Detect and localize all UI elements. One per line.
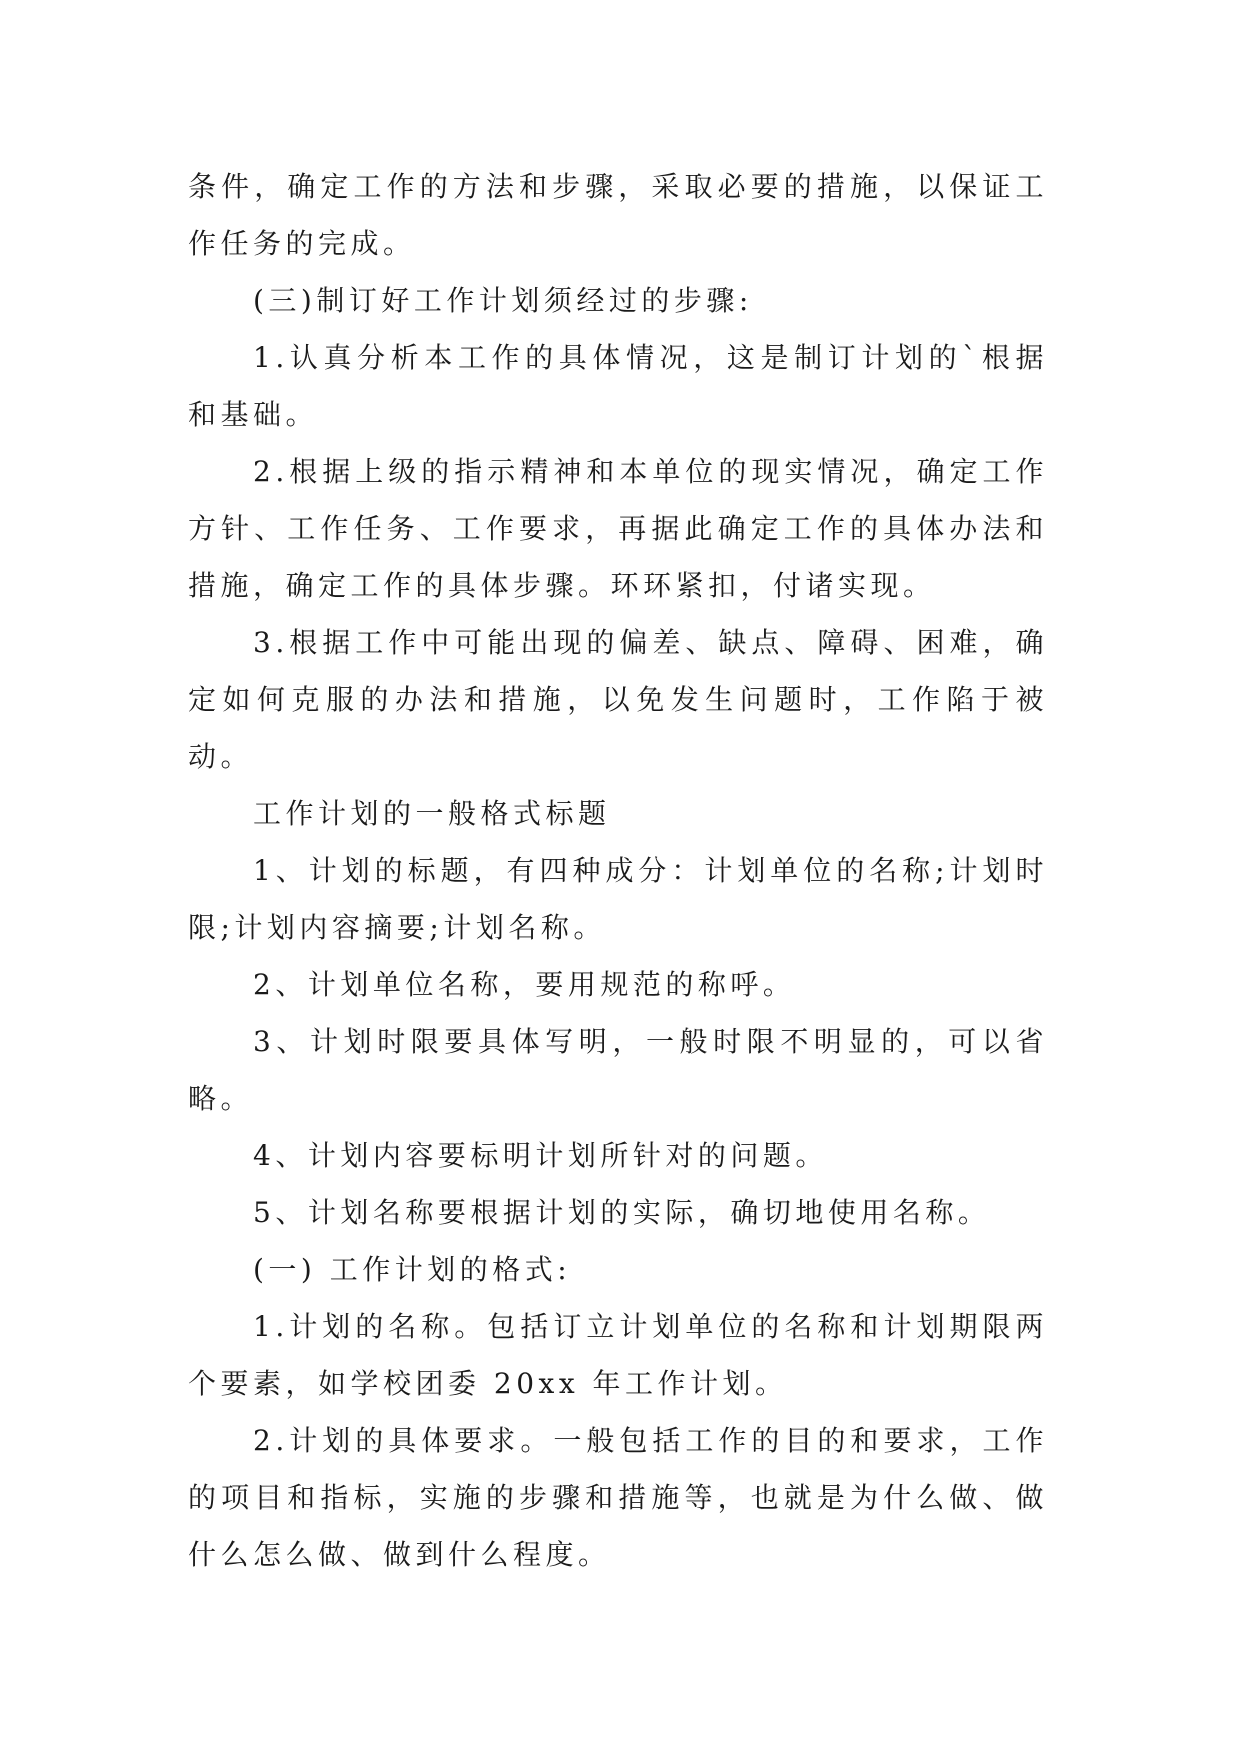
paragraph: 2.根据上级的指示精神和本单位的现实情况，确定工作方针、工作任务、工作要求，再据此确定工作的具体办法和措施，确定工作的具体步骤。环环紧扣，付诸实现。 [188, 455, 1048, 602]
paragraph-heading: (一) 工作计划的格式: [253, 1253, 572, 1286]
paragraph: 1、计划的标题，有四种成分：计划单位的名称;计划时限;计划内容摘要;计划名称。 [188, 854, 1048, 944]
paragraph: 2、计划单位名称，要用规范的称呼。 [253, 968, 796, 1001]
paragraph: 2.计划的具体要求。一般包括工作的目的和要求，工作的项目和指标，实施的步骤和措施等，也就是为什么做、做什么怎么做、做到什么程度。 [188, 1424, 1048, 1571]
paragraph: 3、计划时限要具体写明，一般时限不明显的，可以省略。 [188, 1025, 1048, 1115]
paragraph: 5、计划名称要根据计划的实际，确切地使用名称。 [253, 1196, 991, 1229]
paragraph-heading: (三)制订好工作计划须经过的步骤: [253, 284, 753, 317]
paragraph: 4、计划内容要标明计划所针对的问题。 [253, 1139, 828, 1172]
paragraph: 1.认真分析本工作的具体情况，这是制订计划的`根据和基础。 [188, 341, 1048, 431]
document-body [188, 158, 1048, 1583]
paragraph: 条件，确定工作的方法和步骤，采取必要的措施，以保证工作任务的完成。 [188, 170, 1048, 260]
paragraph: 1.计划的名称。包括订立计划单位的名称和计划期限两个要素，如学校团委 20xx 年工作计划。 [188, 1310, 1048, 1400]
paragraph-heading: 工作计划的一般格式标题 [253, 797, 611, 830]
paragraph: 3.根据工作中可能出现的偏差、缺点、障碍、困难，确定如何克服的办法和措施，以免发生问题时，工作陷于被动。 [188, 626, 1048, 773]
